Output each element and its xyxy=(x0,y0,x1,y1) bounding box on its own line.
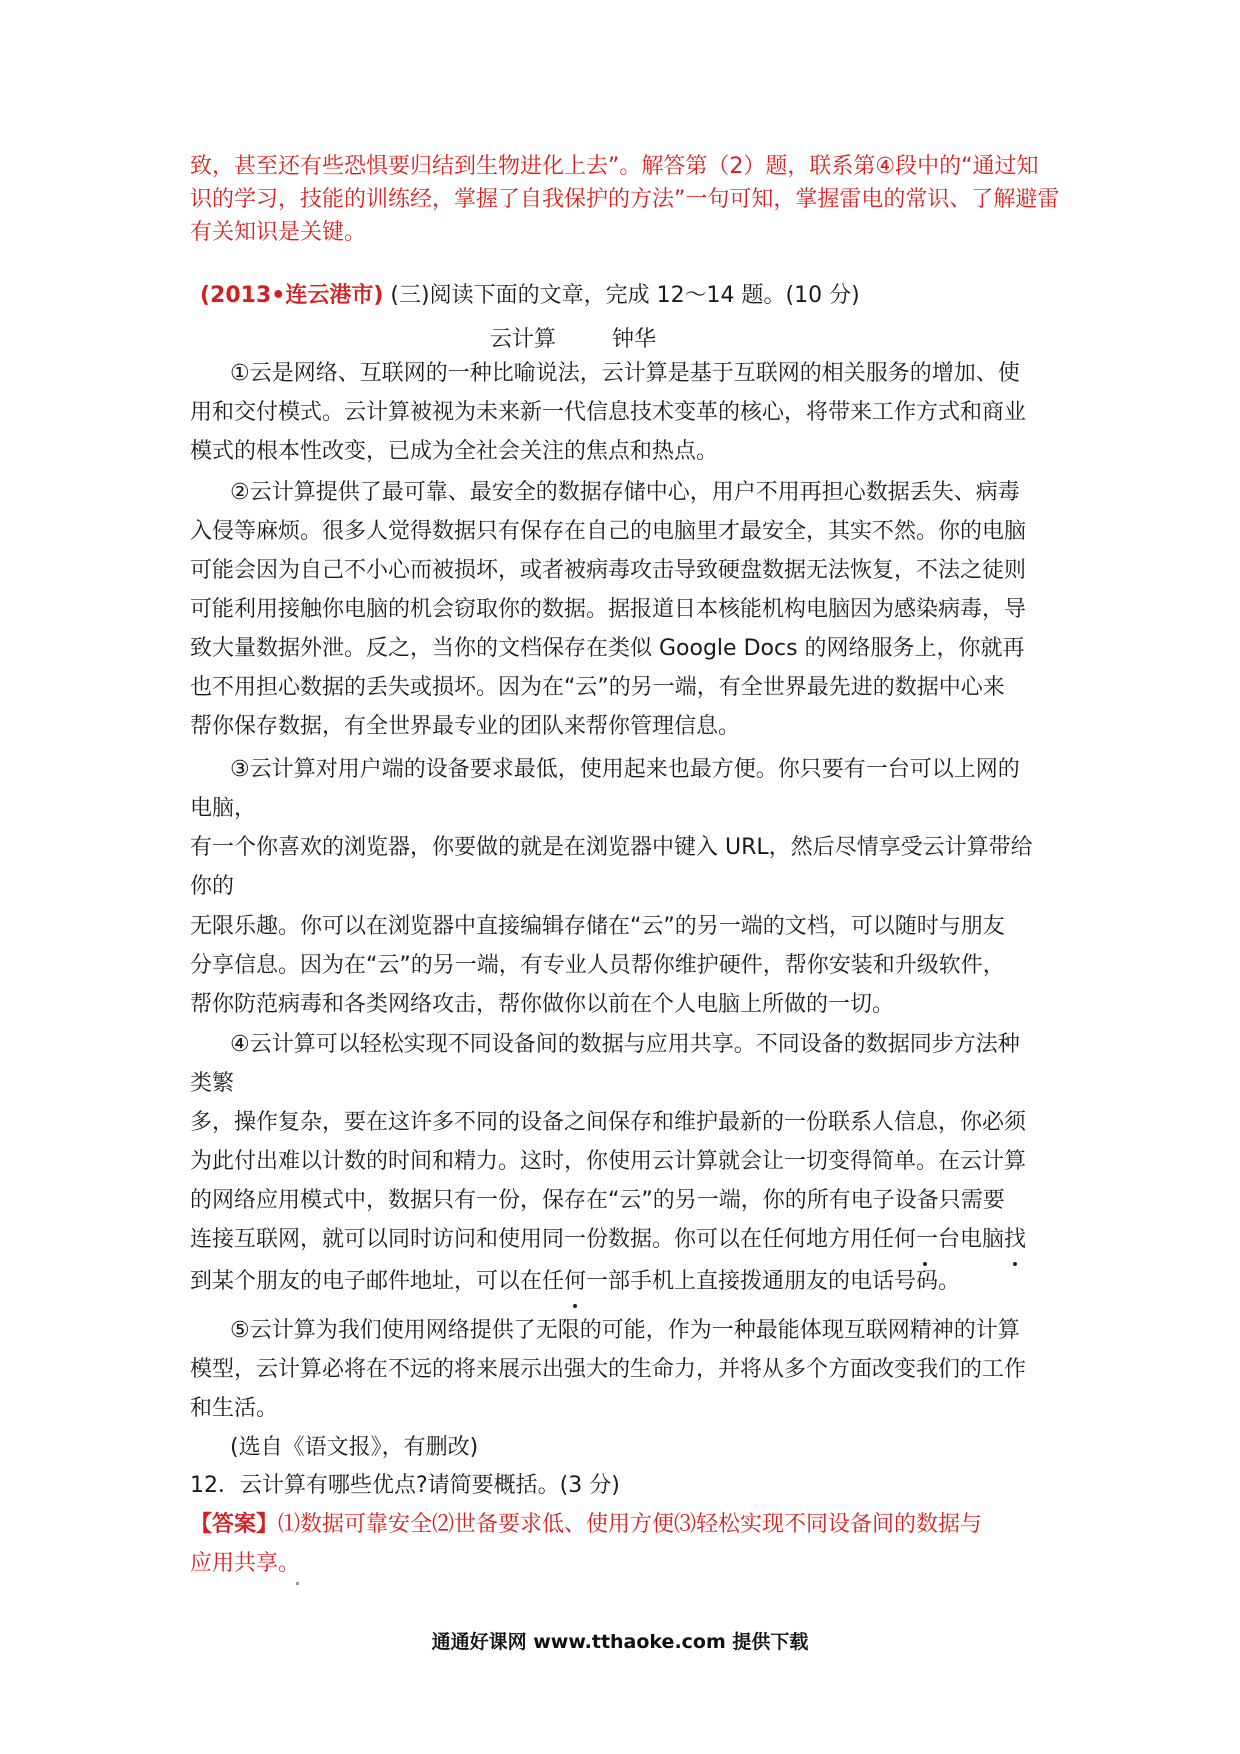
article-line: 入侵等麻烦。很多人觉得数据只有保存在自己的电脑里才最安全，其实不然。你的电脑 xyxy=(190,519,1027,544)
article-line: 电脑， xyxy=(190,796,257,821)
answer-line-1 xyxy=(190,1510,982,1540)
article-line: ①云是网络、互联网的一种比喻说法，云计算是基于互联网的相关服务的增加、使 xyxy=(230,361,1020,386)
article-line: 的网络应用模式中，数据只有一份，保存在“云”的另一端，你的所有电子设备只需要 xyxy=(190,1188,1005,1213)
article-line: 为此付出难以计数的时间和精力。这时，你使用云计算就会让一切变得简单。在云计算 xyxy=(190,1149,1027,1174)
article-line: 帮你保存数据，有全世界最专业的团队来帮你管理信息。 xyxy=(190,714,741,739)
answer-line-2: 应用共享。 xyxy=(190,1551,301,1576)
article-line: 可能会因为自己不小心而被损坏，或者被病毒攻击导致硬盘数据无法恢复，不法之徒则 xyxy=(190,558,1027,583)
source-tag: (2013•连云港市) xyxy=(200,283,384,308)
article-line: ④云计算可以轻松实现不同设备间的数据与应用共享。不同设备的数据同步方法种 xyxy=(230,1032,1020,1057)
article-line: ③云计算对用户端的设备要求最低，使用起来也最方便。你只要有一台可以上网的 xyxy=(230,757,1020,782)
article-title-line xyxy=(490,322,656,353)
article-line: 可能利用接触你电脑的机会窃取你的数据。据报道日本核能机构电脑因为感染病毒，导 xyxy=(190,597,1027,622)
article-line: 无限乐趣。你可以在浏览器中直接编辑存储在“云”的另一端的文档，可以随时与朋友 xyxy=(190,914,1005,939)
article-line: 也不用担心数据的丢失或损坏。因为在“云”的另一端，有全世界最先进的数据中心来 xyxy=(190,675,1005,700)
section-header xyxy=(200,281,860,311)
article-title: 云计算 xyxy=(490,327,557,352)
stray-mark xyxy=(296,1582,299,1585)
article-line: 到某个朋友的电子邮件地址，可以在任何一部手机上直接拨通朋友的电话号码。 xyxy=(190,1269,961,1294)
answer-tag: 【答案】 xyxy=(190,1512,279,1537)
emphasis-dot xyxy=(923,1262,927,1266)
article-line: 模型，云计算必将在不远的将来展示出强大的生命力，并将从多个方面改变我们的工作 xyxy=(190,1357,1027,1382)
prev-answer-line-1: 致，甚至还有些恐惧要归结到生物进化上去”。解答第（2）题，联系第④段中的“通过知 xyxy=(190,154,1039,179)
article-line: 有一个你喜欢的浏览器，你要做的就是在浏览器中键入 URL，然后尽情享受云计算带给 xyxy=(190,835,1033,860)
article-line: ②云计算提供了最可靠、最安全的数据存储中心，用户不用再担心数据丢失、病毒 xyxy=(230,480,1020,505)
article-line: ⑤云计算为我们使用网络提供了无限的可能，作为一种最能体现互联网精神的计算 xyxy=(230,1318,1020,1343)
answer-text: ⑴数据可靠安全⑵世备要求低、使用方便⑶轻松实现不同设备间的数据与 xyxy=(278,1512,983,1537)
article-line: 你的 xyxy=(190,874,235,899)
article-line: 连接互联网，就可以同时访问和使用同一份数据。你可以在任何地方用任何一台电脑找 xyxy=(190,1227,1027,1252)
article-line: 用和交付模式。云计算被视为未来新一代信息技术变革的核心，将带来工作方式和商业 xyxy=(190,400,1027,425)
article-line: 多，操作复杂，要在这许多不同的设备之间保存和维护最新的一份联系人信息，你必须 xyxy=(190,1110,1027,1135)
emphasis-dot xyxy=(573,1304,577,1308)
page-footer: 通通好课网 www.tthaoke.com 提供下载 xyxy=(431,1631,809,1653)
article-line: 类繁 xyxy=(190,1071,235,1096)
section-instruction: (三)阅读下面的文章，完成 12～14 题。(10 分) xyxy=(390,283,860,308)
article-line: 分享信息。因为在“云”的另一端，有专业人员帮你维护硬件，帮你安装和升级软件， xyxy=(190,953,1005,978)
prev-answer-line-3: 有关知识是关键。 xyxy=(190,220,367,245)
article-line: 帮你防范病毒和各类网络攻击，帮你做你以前在个人电脑上所做的一切。 xyxy=(190,992,895,1017)
article-author: 钟华 xyxy=(612,327,657,352)
article-line: 和生活。 xyxy=(190,1396,279,1421)
article-line: 模式的根本性改变，已成为全社会关注的焦点和热点。 xyxy=(190,439,719,464)
emphasis-dot xyxy=(1013,1262,1017,1266)
question-12: 12．云计算有哪些优点?请简要概括。(3 分) xyxy=(190,1473,620,1498)
article-source: (选自《语文报》，有删改) xyxy=(230,1435,479,1460)
article-line: 致大量数据外泄。反之，当你的文档保存在类似 Google Docs 的网络服务上，你就再 xyxy=(190,636,1025,661)
prev-answer-line-2: 识的学习，技能的训练经，掌握了自我保护的方法”一句可知，掌握雷电的常识、了解避雷 xyxy=(190,187,1060,212)
